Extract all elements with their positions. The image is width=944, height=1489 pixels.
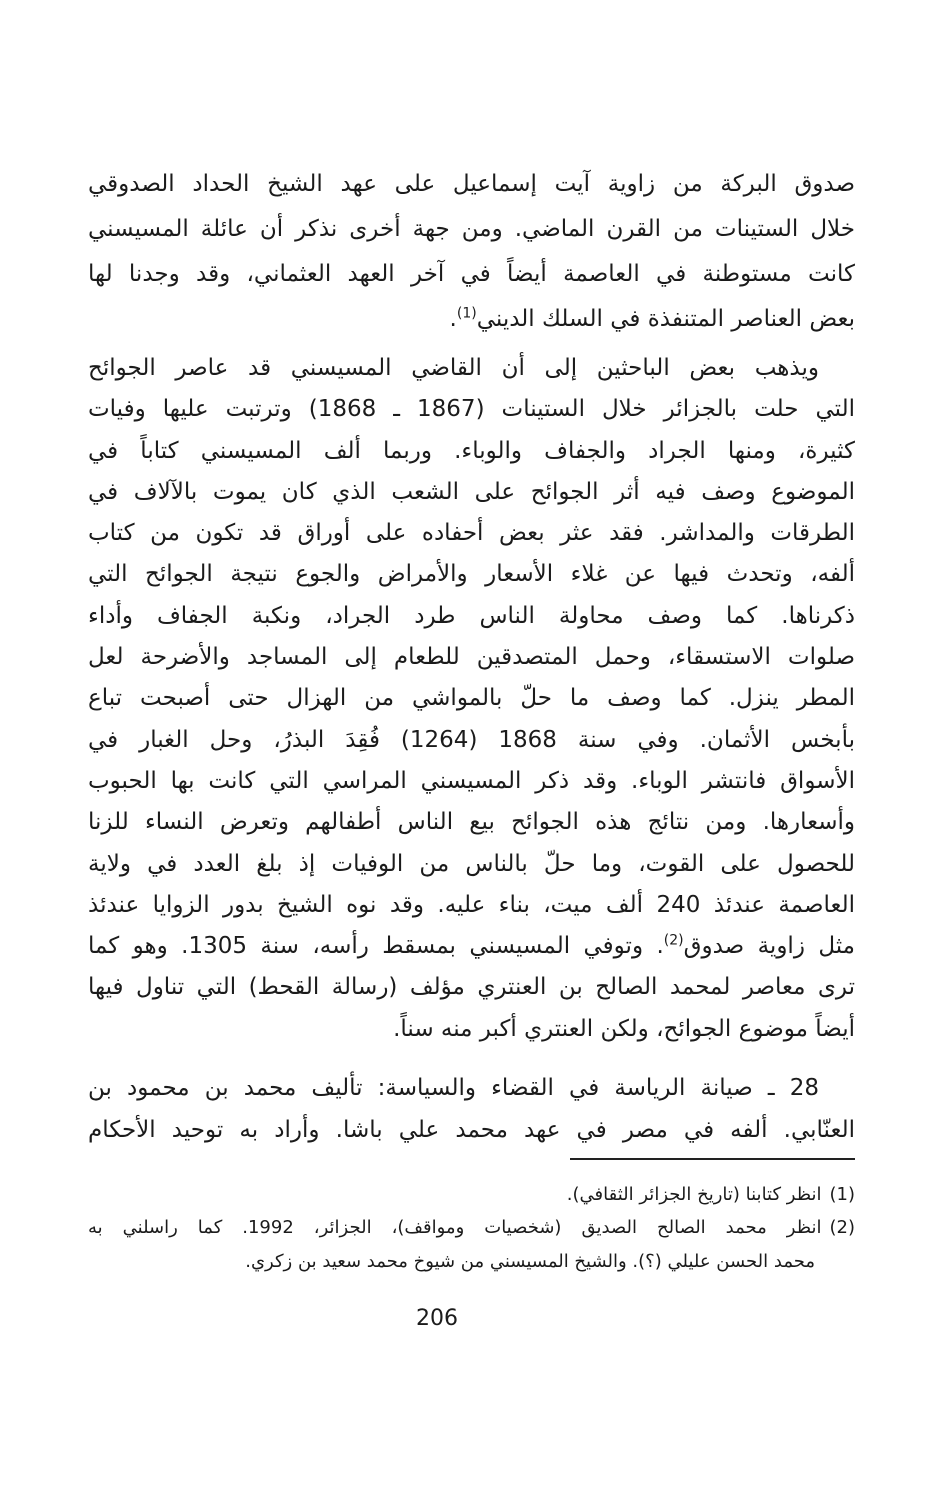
text-segment: مثل زاوية صدوق	[683, 933, 855, 960]
text-line: كثيرة، ومنها الجراد والجفاف والوباء. وربما ألف المسيسني كتاباً في	[88, 437, 855, 464]
text-line: العنّابي. ألفه في مصر في عهد محمد علي باشا. وأراد به توحيد الأحكام	[88, 1117, 855, 1143]
text-line: صدوق البركة من زاوية آيت إسماعيل على عهد الشيخ الحداد الصدوقي	[88, 171, 855, 197]
footnote-line: محمد الحسن عليلي (؟). والشيخ المسيسني من شيوخ محمد سعيد بن زكري.	[245, 1251, 815, 1272]
text-line: كانت مستوطنة في العاصمة أيضاً في آخر العهد العثماني، وقد وجدنا لها	[88, 261, 855, 287]
footnote	[88, 1211, 855, 1279]
paragraph	[88, 348, 855, 1050]
page-number: 206	[416, 1306, 458, 1331]
text-line: ألفه، وتحدث فيها عن غلاء الأسعار والأمراض والجوع نتيجة الجوائح التي	[88, 561, 855, 588]
text-segment: بعض العناصر المتنفذة في السلك الديني	[476, 306, 855, 332]
text-line: بأبخس الأثمان. وفي سنة 1868 (1264) فُقِدَ البذرُ، وحل الغبار في	[88, 726, 855, 753]
footnote-separator	[570, 1158, 855, 1160]
text-line: خلال الستينات من القرن الماضي. ومن جهة أخرى نذكر أن عائلة المسيسني	[88, 216, 855, 242]
footnote-marker: (1)	[829, 1184, 855, 1205]
text-line: الطرقات والمداشر. فقد عثر بعض أحفاده على أوراق قد تكون من كتاب	[88, 520, 855, 547]
text-line	[88, 926, 855, 967]
footnote-ref: (2)	[663, 932, 684, 949]
text-line: للحصول على القوت، وما حلّ بالناس من الوفيات إذ بلغ العدد في ولاية	[88, 850, 855, 877]
footnote-text: انظر محمد الصالح الصديق (شخصيات ومواقف)، الجزائر، 1992. كما راسلني به	[88, 1217, 822, 1238]
paragraph	[88, 1067, 855, 1151]
text-line	[88, 297, 855, 342]
text-line: صلوات الاستسقاء، وحمل المتصدقين للطعام إلى المساجد والأضرحة لعل	[88, 644, 855, 671]
text-line: أيضاً موضوع الجوائح، ولكن العنتري أكبر منه سناً.	[393, 1015, 855, 1042]
footnote-line	[88, 1178, 855, 1212]
text-line: ذكرناها. كما وصف محاولة الناس طرد الجراد، ونكبة الجفاف وأداء	[88, 602, 855, 629]
footnote-line	[88, 1211, 855, 1245]
text-line: ترى معاصر لمحمد الصالح بن العنتري مؤلف (رسالة القحط) التي تناول فيها	[88, 974, 855, 1001]
footnote	[88, 1178, 855, 1212]
text-segment: . وتوفي المسيسني بمسقط رأسه، سنة 1305. وهو كما	[88, 933, 664, 960]
text-line: العاصمة عندئذ 240 ألف ميت، بناء عليه. وقد نوه الشيخ بدور الزوايا عندئذ	[88, 891, 855, 918]
text-line: المطر ينزل. كما وصف ما حلّ بالمواشي من الهزال حتى أصبحت تباع	[88, 685, 855, 712]
footnote-text: انظر كتابنا (تاريخ الجزائر الثقافي).	[566, 1184, 822, 1205]
text-line: الأسواق فانتشر الوباء. وقد ذكر المسيسني المراسي التي كانت بها الحبوب	[88, 767, 855, 794]
text-line: التي حلت بالجزائر خلال الستينات (1867 ـ 1868) وترتبت عليها وفيات	[88, 396, 855, 423]
paragraph	[88, 162, 855, 342]
footnote-ref: (1)	[456, 305, 477, 322]
text-line: ويذهب بعض الباحثين إلى أن القاضي المسيسني قد عاصر الجوائح	[88, 355, 819, 381]
text-line: وأسعارها. ومن نتائج هذه الجوائح بيع الناس أطفالهم وتعرض النساء للزنا	[88, 809, 855, 836]
text-line: 28 ـ صيانة الرياسة في القضاء والسياسة: تأليف محمد بن محمود بن	[88, 1075, 819, 1101]
text-line: الموضوع وصف فيه أثر الجوائح على الشعب الذي كان يموت بالآلاف في	[88, 478, 855, 505]
text-segment: .	[449, 306, 457, 332]
footnote-marker: (2)	[829, 1217, 855, 1238]
